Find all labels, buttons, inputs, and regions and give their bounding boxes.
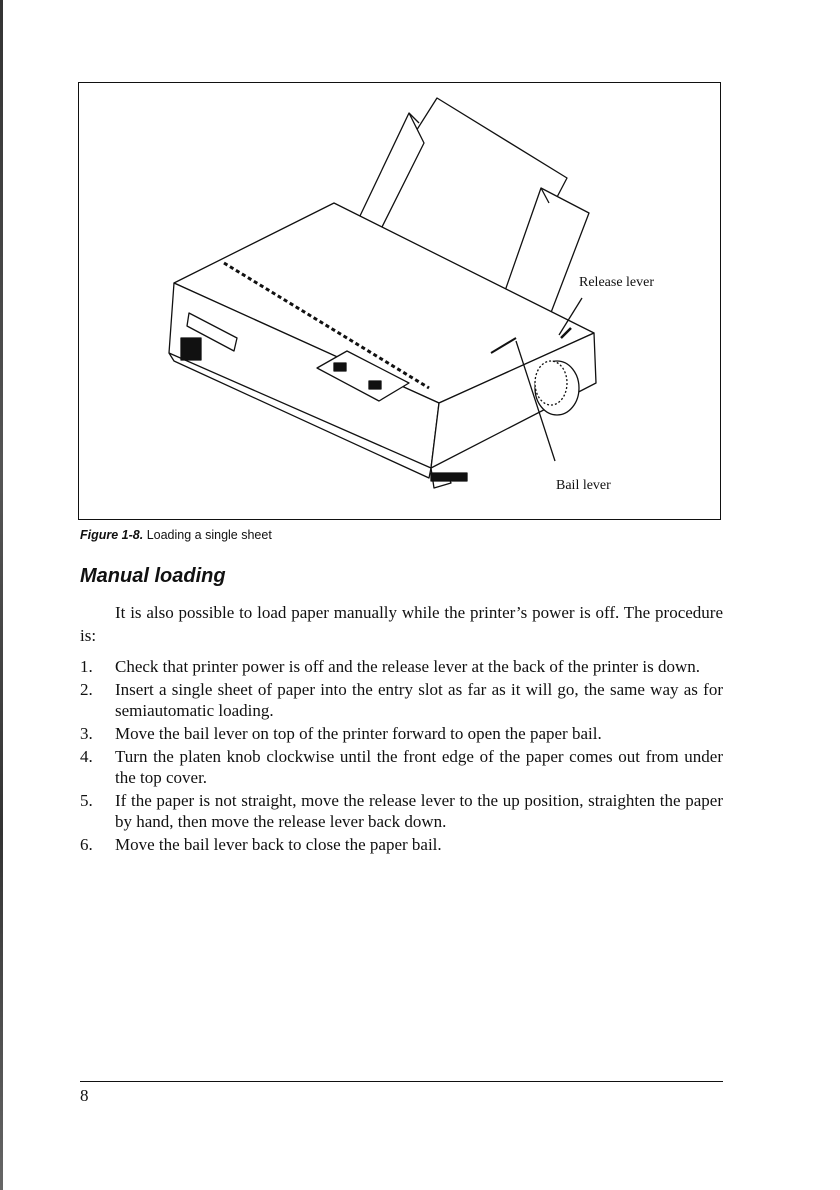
step-item (80, 746, 723, 788)
step-text: If the paper is not straight, move the release lever to the up position, straighten the paper by hand, then move the release lever back down. (115, 791, 723, 831)
step-number: 5. (80, 791, 93, 810)
figure-caption (80, 528, 272, 542)
footer-rule (80, 1081, 723, 1082)
step-number: 3. (80, 724, 93, 743)
page-number: 8 (80, 1086, 89, 1105)
step-number: 1. (80, 657, 93, 676)
step-number: 6. (80, 835, 93, 854)
printer-illustration (79, 83, 719, 518)
intro-paragraph: It is also possible to load paper manually while the printer’s power is off. The procedure is: (80, 603, 723, 645)
step-item (80, 656, 723, 677)
step-text: Move the bail lever on top of the printer forward to open the paper bail. (115, 724, 602, 743)
section-heading: Manual loading (80, 565, 226, 587)
bail-lever-label: Bail lever (556, 478, 611, 493)
step-number: 2. (80, 680, 93, 699)
page-scan-edge (0, 0, 3, 1190)
figure-caption-text: Loading a single sheet (146, 528, 272, 542)
release-lever-label: Release lever (579, 275, 655, 290)
procedure-steps (80, 656, 723, 857)
step-item (80, 723, 723, 744)
step-text: Turn the platen knob clockwise until the front edge of the paper comes out from under the top cover. (115, 747, 723, 787)
step-text: Insert a single sheet of paper into the entry slot as far as it will go, the same way as for semiautomatic loading. (115, 680, 723, 720)
step-item (80, 790, 723, 832)
step-text: Check that printer power is off and the release lever at the back of the printer is down. (115, 657, 701, 676)
step-number: 4. (80, 747, 93, 766)
figure-caption-label: Figure 1-8. (80, 528, 144, 542)
figure-frame (78, 82, 721, 520)
step-item (80, 834, 723, 855)
step-item (80, 679, 723, 721)
step-text: Move the bail lever back to close the paper bail. (115, 835, 442, 854)
